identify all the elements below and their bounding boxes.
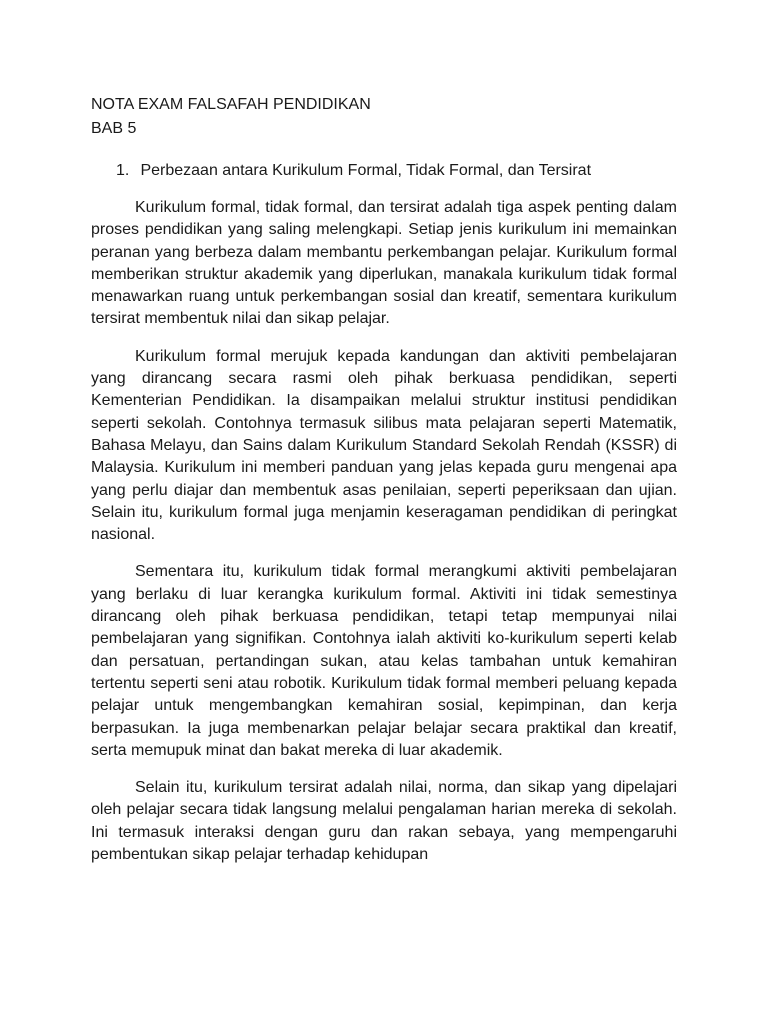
section-heading (116, 160, 591, 182)
chapter-label: BAB 5 (91, 120, 137, 137)
paragraph-informal-curriculum: Sementara itu, kurikulum tidak formal merangkumi aktiviti pembelajaran yang berlaku di luar kerangka kurikulum formal. Aktiviti ini tidak semestinya dirancang oleh pihak berkuasa pendidikan, tetapi tetap mempunyai nilai pembelajaran yang signifikan. Contohnya ialah aktiviti ko-kurikulum seperti kelab dan persatuan, pertandingan sukan, atau kelas tambahan untuk kemahiran tertentu seperti seni atau robotik. Kurikulum tidak formal memberi peluang kepada pelajar untuk mengembangkan kemahiran sosial, kepimpinan, dan kerja berpasukan. Ia juga membenarkan pelajar belajar secara praktikal dan kreatif, serta memupuk minat dan bakat mereka di luar akademik. (91, 563, 677, 759)
section-title: Perbezaan antara Kurikulum Formal, Tidak Formal, dan Tersirat (140, 162, 592, 179)
paragraph-formal-curriculum: Kurikulum formal merujuk kepada kandungan dan aktiviti pembelajaran yang dirancang secara rasmi oleh pihak berkuasa pendidikan, seperti Kementerian Pendidikan. Ia disampaikan melalui struktur institusi pendidikan seperti sekolah. Contohnya termasuk silibus mata pelajaran seperti Matematik, Bahasa Melayu, dan Sains dalam Kurikulum Standard Sekolah Rendah (KSSR) di Malaysia. Kurikulum ini memberi panduan yang jelas kepada guru mengenai apa yang perlu diajar dan membentuk asas penilaian, seperti peperiksaan dan ujian. Selain itu, kurikulum formal juga menjamin keseragaman pendidikan di peringkat nasional. (91, 347, 677, 544)
section-number: 1. (116, 162, 130, 179)
paragraph-intro: Kurikulum formal, tidak formal, dan tersirat adalah tiga aspek penting dalam proses pendidikan yang saling melengkapi. Setiap jenis kurikulum ini memainkan peranan yang berbeza dalam membantu perkembangan pelajar. Kurikulum formal memberikan struktur akademik yang diperlukan, manakala kurikulum tidak formal menawarkan ruang untuk perkembangan sosial dan kreatif, sementara kurikulum tersirat membentuk nilai dan sikap pelajar. (91, 199, 677, 328)
document-header (91, 93, 371, 141)
paragraph-hidden-curriculum: Selain itu, kurikulum tersirat adalah nilai, norma, dan sikap yang dipelajari oleh pelajar secara tidak langsung melalui pengalaman harian mereka di sekolah. Ini termasuk interaksi dengan guru dan rakan sebaya, yang mempengaruhi pembentukan sikap pelajar terhadap kehidupan (91, 779, 677, 864)
document-title: NOTA EXAM FALSAFAH PENDIDIKAN (91, 96, 371, 113)
document-body (91, 197, 677, 881)
